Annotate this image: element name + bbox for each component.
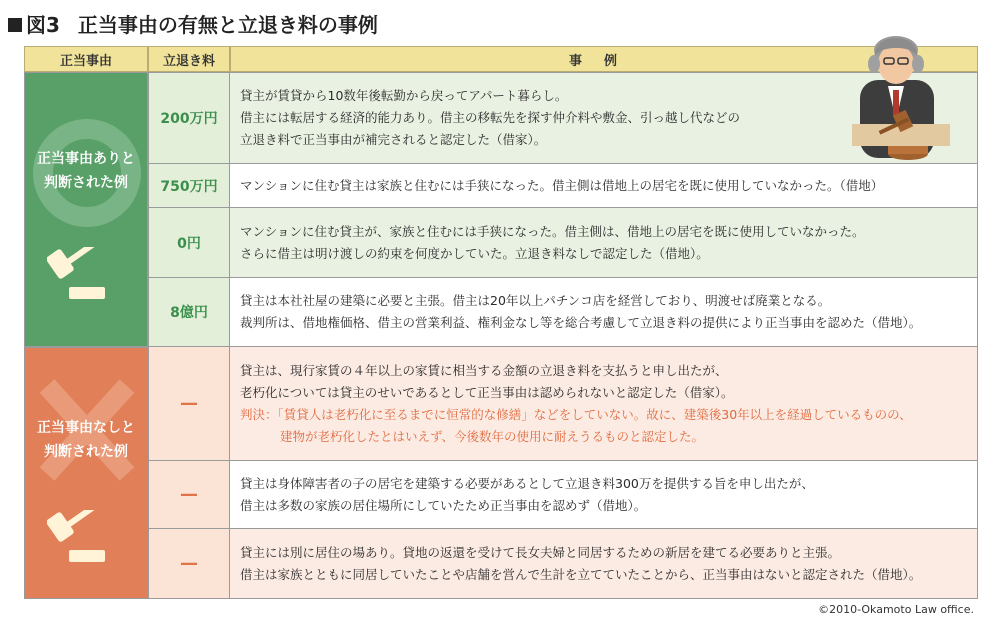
fee-cell: — <box>148 461 230 529</box>
fee-cell: 8億円 <box>148 278 230 347</box>
header-case: 事例 <box>230 46 978 72</box>
judgment-note: 判決：「賃貸人は老朽化に至るまでに恒常的な修繕」などをしていない。故に、建築後30年以上を経過しているものの、 <box>240 406 912 422</box>
table-row <box>148 529 978 599</box>
case-cell: 貸主には別に居住の場あり。貸地の返還を受けて長女夫婦と同居するための新居を建てる必要ありと主張。 借主は家族とともに同居していたことや店舗を営んで生計を立てていたことから、正当事由はないと認定された（借地）。 <box>230 529 978 599</box>
table-row <box>148 347 978 461</box>
category-with-reason-label: 正当事由ありと 判断された例 <box>37 151 135 191</box>
case-cell: 貸主が賃貸から10数年後転勤から戻ってアパート暮らし。 借主には転居する経済的能力あり。借主の移転先を探す仲介料や敷金、引っ越し代などの 立退き料で正当事由が補完されると認定した（借家）。 <box>230 72 978 164</box>
copyright-notice: ©2010-Okamoto Law office. <box>818 603 974 616</box>
figure-title-text: 正当事由の有無と立退き料の事例 <box>77 13 378 37</box>
case-cell: 貸主は身体障害者の子の居宅を建築する必要があるとして立退き料300万を提供する旨を申し出たが、 借主は多数の家族の居住場所にしていたため正当事由を認めず（借地）。 <box>230 461 978 529</box>
fee-cell: — <box>148 347 230 461</box>
case-cell: マンションに住む貸主が、家族と住むには手狭になった。借主側は、借地上の居宅を既に使用していなかった。 さらに借主は明け渡しの約束を何度かしていた。立退き料なしで認定した（借地）。 <box>230 208 978 278</box>
case-cell: 貸主は本社社屋の建築に必要と主張。借主は20年以上パチンコ店を経営しており、明渡せば廃業となる。 裁判所は、借地権価格、借主の営業利益、権利金なし等を総合考慮して立退き料の提供により正当事由を認めた（借地）。 <box>230 278 978 347</box>
table-row <box>148 278 978 347</box>
header-fee: 立退き料 <box>148 46 230 72</box>
square-bullet-icon <box>8 18 22 32</box>
figure-number: 図3 <box>26 13 60 37</box>
header-reason: 正当事由 <box>24 46 148 72</box>
fee-cell: 0円 <box>148 208 230 278</box>
table-row <box>148 461 978 529</box>
fee-cell: — <box>148 529 230 599</box>
judge-icon <box>838 28 958 178</box>
case-cell: 貸主は、現行家賃の４年以上の家賃に相当する金額の立退き料を支払うと申し出たが、 老朽化については貸主のせいであるとして正当事由は認められないと認定した（借家）。 判決：「賃貸人は老朽化に至るまでに恒常的な修繕」などをしていない。故に、建築後30年以上を経過しているものの、 建物が老朽化したとはいえず、今後数年の使用に耐えうるものと認定した。 <box>230 347 978 461</box>
gavel-icon <box>47 510 117 570</box>
category-without-reason-label: 正当事由なしと 判断された例 <box>37 420 135 460</box>
table-row <box>148 208 978 278</box>
fee-cell: 200万円 <box>148 72 230 164</box>
gavel-icon <box>47 247 117 307</box>
category-without-reason <box>24 347 148 599</box>
judgment-note: 建物が老朽化したとはいえず、今後数年の使用に耐えうるものと認定した。 <box>280 428 705 444</box>
case-cell: マンションに住む貸主は家族と住むには手狭になった。借主側は借地上の居宅を既に使用していなかった。（借地） <box>230 164 978 208</box>
figure-title <box>8 8 378 42</box>
fee-cell: 750万円 <box>148 164 230 208</box>
category-with-reason <box>24 72 148 347</box>
